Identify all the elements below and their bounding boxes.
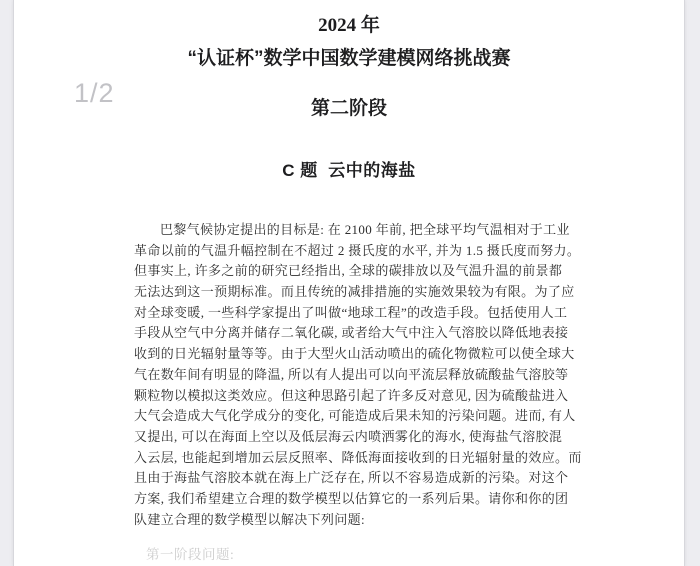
problem-heading: C 题 云中的海盐 (282, 161, 416, 180)
document-title-year: 2024 年 (318, 15, 380, 36)
document-title-contest: “认证杯”数学中国数学建模网络挑战赛 (187, 48, 511, 69)
page-number-indicator: 1/2 (74, 78, 115, 108)
paragraph-line: 队建立合理的数学模型以解决下列问题: (134, 511, 365, 527)
paragraph-line: 巴黎气候协定提出的目标是: 在 2100 年前, 把全球平均气温相对于工业 (160, 222, 570, 237)
paragraph-line: 但事实上, 许多之前的研究已经指出, 全球的碳排放以及气温升温的前景都 (134, 263, 563, 279)
paragraph-line: 气在数年间有明显的降温, 所以有人提出可以向平流层释放硫酸盐气溶胶等 (134, 366, 569, 382)
document-title-stage: 第二阶段 (310, 98, 387, 119)
paragraph-line: 大气会造成大气化学成分的变化, 可能造成后果未知的污染问题。进而, 有人 (134, 408, 576, 424)
paragraph-line: 方案, 我们希望建立合理的数学模型以估算它的一系列后果。请你和你的团 (134, 490, 569, 506)
problem-statement-paragraph (134, 220, 582, 530)
paragraph-line: 手段从空气中分离并储存二氧化碳, 或者给大气中注入气溶胶以降低地表接 (134, 325, 569, 341)
paragraph-line: 且由于海盐气溶胶本就在海上广泛存在, 所以不容易造成新的污染。对这个 (134, 470, 569, 486)
next-section-label: 第一阶段问题: (146, 547, 235, 562)
paragraph-line: 入云层, 也能起到增加云层反照率、降低海面接收到的日光辐射量的效应。而 (134, 449, 582, 465)
paragraph-line: 收到的日光辐射量等等。由于大型火山活动喷出的硫化物微粒可以使全球大 (134, 346, 575, 362)
paragraph-line: 革命以前的气温升幅控制在不超过 2 摄氏度的水平, 并为 1.5 摄氏度而努力。 (134, 242, 581, 258)
paragraph-line: 对全球变暖, 一些科学家提出了叫做“地球工程”的改造手段。包括使用人工 (134, 304, 568, 320)
paragraph-line: 颗粒物以模拟这类效应。但这种思路引起了许多反对意见, 因为硫酸盐进入 (134, 387, 569, 403)
paragraph-line: 又提出, 可以在海面上空以及低层海云内喷洒雾化的海水, 使海盐气溶胶混 (134, 428, 563, 444)
paragraph-line: 无法达到这一预期标准。而且传统的减排措施的实施效果较为有限。为了应 (134, 284, 575, 300)
